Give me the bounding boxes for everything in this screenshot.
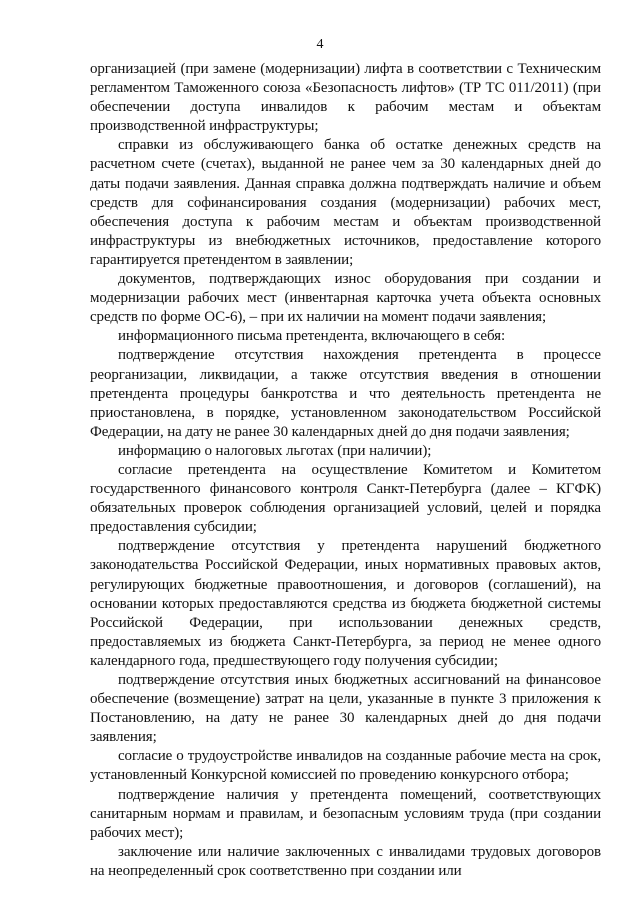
paragraph: согласие претендента на осуществление Комитетом и Комитетом государственного финансового контроля Санкт-Петербурга (далее – КГФК) обязательных проверок соблюдения организацией условий, целей и порядка предоставления субсидии; [90,461,601,536]
paragraph: справки из обслуживающего банка об остатке денежных средств на расчетном счете (счетах), выданной не ранее чем за 30 календарных дней до даты подачи заявления. Данная справка должна подтверждать наличие и объем средств для софинансирования создания (модернизации) рабочих мест, обеспечения доступа к рабочим местам и объектам производственной инфраструктуры из внебюджетных источников, предоставление которого гарантируется претендентом в заявлении; [90,137,601,268]
paragraph: информацию о налоговых льготах (при наличии); [118,442,432,459]
document-body [90,60,601,881]
paragraph: подтверждение наличия у претендента помещений, соответствующих санитарным нормам и правилам, и безопасным условиям труда (при создании рабочих мест); [90,786,601,841]
paragraph: согласие о трудоустройстве инвалидов на созданные рабочие места на срок, установленный Конкурсной комиссией по проведению конкурсного отбора; [90,748,601,784]
paragraph: заключение или наличие заключенных с инвалидами трудовых договоров на неопределенный срок соответственно при создании или [90,843,601,879]
paragraph: информационного письма претендента, включающего в себя: [118,328,506,345]
paragraph: документов, подтверждающих износ оборудования при создании и модернизации рабочих мест (инвентарная карточка учета объекта основных средств по форме ОС-6), – при их наличии на момент подачи заявления; [90,271,601,326]
paragraph: подтверждение отсутствия у претендента нарушений бюджетного законодательства Российской Федерации, иных нормативных правовых актов, регулирующих бюджетные правоотношения, и договоров (соглашений), на основании которых предоставляются средства из бюджета бюджетной системы Российской Федерации, при использовании денежных средств, предоставляемых из бюджета Санкт-Петербурга, за период не менее одного календарного года, предшествующего году получения субсидии; [90,538,601,669]
paragraph: организацией (при замене (модернизации) лифта в соответствии с Техническим регламентом Таможенного союза «Безопасность лифтов» (ТР ТС 011/2011) (при обеспечении доступа инвалидов к рабочим местам и объектам производственной инфраструктуры; [90,61,601,135]
paragraph: подтверждение отсутствия иных бюджетных ассигнований на финансовое обеспечение (возмещение) затрат на цели, указанные в пункте 3 приложения к Постановлению, на дату не ранее 30 календарных дней до дня подачи заявления; [90,672,601,746]
page-number: 4 [316,37,324,52]
paragraph: подтверждение отсутствия нахождения претендента в процессе реорганизации, ликвидации, а также отсутствия введения в отношении претендента процедуры банкротства и что деятельность претендента не приостановлена, в порядке, установленном законодательством Российской Федерации, на дату не ранее 30 календарных дней до дня подачи заявления; [90,347,601,440]
